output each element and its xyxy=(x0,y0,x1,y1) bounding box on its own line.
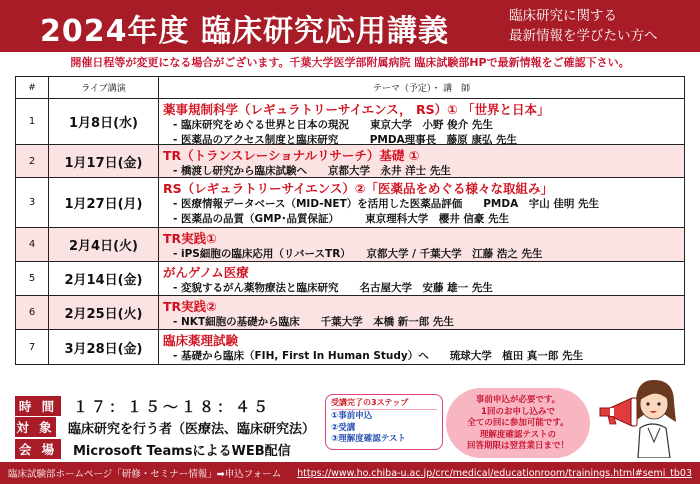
table-row xyxy=(16,330,684,364)
bubble-line: 全ての回に参加可能です。 xyxy=(467,418,569,428)
header-theme: テーマ（予定）・ 講 師 xyxy=(372,84,471,94)
lecture-detail: - iPS細胞の臨床応用（リバースTR） 京都大学 / 千葉大学 江藤 浩之 先生 xyxy=(173,248,543,260)
row-date: 2月25日(火) xyxy=(49,296,159,329)
bubble-line: 事前申込が必要です。 xyxy=(475,395,561,405)
row-date: 3月28日(金) xyxy=(49,330,159,364)
megaphone-icon xyxy=(598,396,642,430)
footer-bar xyxy=(0,462,700,484)
lecture-topic: がんゲノム医療 xyxy=(163,265,249,280)
venue-row xyxy=(15,438,315,460)
steps-box xyxy=(325,394,443,450)
row-theme xyxy=(159,99,684,144)
row-date: 2月14日(金) xyxy=(49,262,159,295)
row-number: 1 xyxy=(16,99,49,144)
time-value: １７：１５～１８：４５ xyxy=(73,397,272,416)
time-label: 時 間 xyxy=(15,396,61,416)
page-title: 2024年度 臨床研究応用講義 xyxy=(40,14,449,49)
row-theme xyxy=(159,145,684,177)
presenter-illustration xyxy=(596,372,692,458)
time-row xyxy=(15,395,315,417)
header-banner xyxy=(0,0,700,52)
target-row xyxy=(15,416,315,438)
lecture-topic: TR（トランスレーショナルリサーチ）基礎 ① xyxy=(163,148,420,163)
table-row xyxy=(16,145,684,178)
row-theme xyxy=(159,228,684,261)
row-theme xyxy=(159,296,684,329)
target-label: 対 象 xyxy=(15,417,56,437)
row-date: 2月4日(火) xyxy=(49,228,159,261)
bubble-line: 理解度確認テストの xyxy=(479,429,557,440)
lecture-detail: - 医薬品のアクセス制度と臨床研究 PMDA理事長 藤原 康弘 先生 xyxy=(173,134,517,146)
row-theme xyxy=(159,262,684,295)
row-date: 1月27日(月) xyxy=(49,178,159,227)
target-value: 臨床研究を行う者（医療法、臨床研究法） xyxy=(67,421,315,437)
row-number: 4 xyxy=(16,228,49,261)
lecture-detail: - 基礎から臨床（FIH, First In Human Study）へ 琉球大学 植田 真一郎 先生 xyxy=(173,350,584,362)
row-theme xyxy=(159,330,684,364)
bubble-line: 1回のお申し込みで xyxy=(481,406,555,417)
table-row xyxy=(16,262,684,296)
row-number: 2 xyxy=(16,145,49,177)
step-item: ②受講 xyxy=(331,422,356,433)
steps-title: 受講完了の3ステップ xyxy=(331,397,437,410)
lecture-topic: 臨床薬理試験 xyxy=(163,333,239,348)
lecture-detail: - 変貌するがん薬物療法と臨床研究 名古屋大学 安藤 雄一 先生 xyxy=(173,282,493,294)
lecture-detail: - 医療情報データベース（MID-NET）を活用した医薬品評価 PMDA 宇山 佳明 先生 xyxy=(173,198,600,210)
subtitle-line-2: 最新情報を学びたい方へ xyxy=(509,28,658,44)
lecture-detail: - 臨床研究をめぐる世界と日本の現況 東京大学 小野 俊介 先生 xyxy=(173,119,493,131)
row-number: 7 xyxy=(16,330,49,364)
table-row xyxy=(16,99,684,145)
bubble-line: 回答期限は翌営業日まで！ xyxy=(466,441,569,451)
table-row xyxy=(16,178,684,228)
lecture-topic: RS（レギュラトリーサイエンス）②「医薬品をめぐる様々な取組み」 xyxy=(163,181,553,196)
footer-label: 臨床試験部ホームページ「研修・セミナー情報」➡申込フォーム xyxy=(8,469,282,480)
table-row xyxy=(16,228,684,262)
table-row xyxy=(16,296,684,330)
row-theme xyxy=(159,178,684,227)
row-number: 3 xyxy=(16,178,49,227)
registration-bubble xyxy=(446,388,590,458)
lecture-topic: TR実践② xyxy=(163,299,217,314)
row-date: 1月17日(金) xyxy=(49,145,159,177)
step-item: ①事前申込 xyxy=(331,411,373,421)
header-subtitle xyxy=(509,6,658,46)
row-number: 5 xyxy=(16,262,49,295)
row-number: 6 xyxy=(16,296,49,329)
venue-label: 会 場 xyxy=(15,439,61,459)
header-num: # xyxy=(16,77,49,98)
schedule-notice: 開催日程等が変更になる場合がございます。千葉大学医学部附属病院 臨床試験部HPで最新情報をご確認下さい。 xyxy=(70,56,630,69)
lecture-detail: - NKT細胞の基礎から臨床 千葉大学 本橋 新一郎 先生 xyxy=(173,316,454,328)
header-date: ライブ講演 xyxy=(49,77,159,98)
registration-form-link[interactable]: https://www.ho.chiba-u.ac.jp/crc/medical/educationroom/trainings.html#semi_tb03 xyxy=(297,467,692,479)
subtitle-line-1: 臨床研究に関する xyxy=(509,8,617,24)
lecture-detail: - 橋渡し研究から臨床試験へ 京都大学 永井 洋士 先生 xyxy=(173,165,451,177)
lecture-detail: - 医薬品の品質（GMP･品質保証） 東京理科大学 櫻井 信豪 先生 xyxy=(173,213,510,225)
table-header xyxy=(16,77,684,99)
lecture-topic: 薬事規制科学（レギュラトリーサイエンス， RS）① 「世界と日本」 xyxy=(163,102,550,117)
step-item: ③理解度確認テスト xyxy=(331,434,406,444)
lecture-schedule-table xyxy=(15,76,685,365)
lecture-topic: TR実践① xyxy=(163,231,217,246)
row-date: 1月8日(水) xyxy=(49,99,159,144)
venue-value: Microsoft TeamsによるWEB配信 xyxy=(73,443,291,459)
